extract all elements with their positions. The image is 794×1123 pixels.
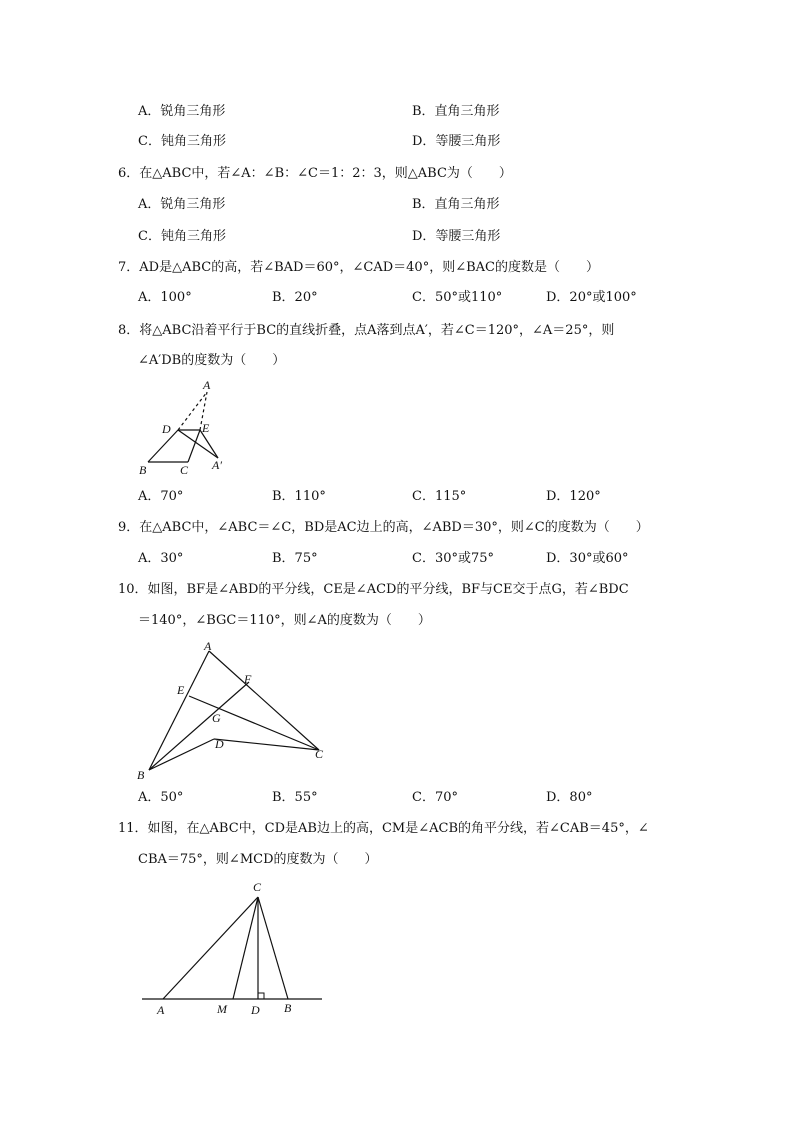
q7-stem: 7．AD是△ABC的高，若∠BAD＝60°，∠CAD＝40°，则∠BAC的度数是（ ）: [118, 260, 599, 275]
q11-label-a: A: [157, 1003, 165, 1017]
q5-option-d: D．等腰三角形: [412, 134, 501, 149]
q11-label-m: M: [217, 1002, 227, 1016]
q8-option-a: A．70°: [138, 489, 184, 504]
q10-option-c: C．70°: [412, 790, 458, 805]
q6-stem: 6．在△ABC中，若∠A：∠B：∠C＝1：2：3，则△ABC为（ ）: [118, 166, 512, 181]
q9-stem: 9．在△ABC中，∠ABC＝∠C，BD是AC边上的高，∠ABD＝30°，则∠C的度数为（ ）: [118, 520, 649, 535]
q11-bisector-cm: [233, 897, 258, 999]
q8-label-a-prime: A′: [212, 458, 222, 472]
q8-stem-line2: ∠A′DB的度数为（ ）: [138, 353, 286, 368]
q6-option-b: B．直角三角形: [412, 197, 500, 212]
q5-option-a: A．锐角三角形: [138, 104, 226, 119]
q9-option-b: B．75°: [272, 551, 318, 566]
q10-label-c: C: [315, 747, 324, 761]
q11-segment-ca: [163, 897, 258, 999]
q8-stem-line1: 8．将△ABC沿着平行于BC的直线折叠，点A落到点A′，若∠C＝120°，∠A＝25°，则: [118, 323, 615, 338]
q10-label-b: B: [137, 768, 145, 782]
q11-label-d: D: [251, 1003, 260, 1017]
q8-label-c: C: [180, 463, 189, 477]
q9-option-d: D．30°或60°: [546, 551, 629, 566]
q9-option-c: C．30°或75°: [412, 551, 495, 566]
q9-option-a: A．30°: [138, 551, 184, 566]
q10-label-g: G: [212, 711, 221, 725]
q6-option-d: D．等腰三角形: [412, 229, 501, 244]
q10-label-e: E: [177, 683, 185, 697]
q10-label-d: D: [215, 737, 224, 751]
q10-stem-line2: ＝140°，∠BGC＝110°，则∠A的度数为（ ）: [138, 613, 431, 628]
q6-option-c: C．钝角三角形: [138, 229, 226, 244]
q7-option-d: D．20°或100°: [546, 290, 637, 305]
q10-option-d: D．80°: [546, 790, 593, 805]
q7-option-a: A．100°: [138, 290, 192, 305]
q11-right-angle-mark: [258, 993, 264, 999]
q11-stem-line2: CBA＝75°，则∠MCD的度数为（ ）: [138, 852, 378, 867]
q8-option-d: D．120°: [546, 489, 601, 504]
q10-label-a: A: [204, 639, 212, 653]
q10-segment-ac: [209, 651, 319, 750]
q10-option-a: A．50°: [138, 790, 184, 805]
q10-segment-bd: [149, 739, 214, 770]
q10-segment-dc: [214, 739, 319, 750]
q10-angle-bisector-figure: [130, 636, 340, 784]
q8-segment-ce: [188, 430, 200, 462]
q10-bisector-bf: [149, 682, 249, 770]
q11-label-b: B: [284, 1001, 292, 1015]
q11-label-c: C: [253, 880, 262, 894]
q8-option-c: C．115°: [412, 489, 467, 504]
q8-label-b: B: [139, 463, 147, 477]
q5-option-c: C．钝角三角形: [138, 134, 226, 149]
q8-option-b: B．110°: [272, 489, 326, 504]
q10-segment-ab: [149, 651, 209, 770]
q7-option-c: C．50°或110°: [412, 290, 503, 305]
q10-option-b: B．55°: [272, 790, 318, 805]
q11-segment-cb: [258, 897, 288, 999]
q7-option-b: B．20°: [272, 290, 318, 305]
q8-label-e: E: [202, 421, 210, 435]
q11-stem-line1: 11．如图，在△ABC中，CD是AB边上的高，CM是∠ACB的角平分线，若∠CAB＝45°，∠: [118, 821, 649, 836]
q8-label-d: D: [162, 422, 171, 436]
q11-altitude-bisector-figure: [135, 876, 330, 1021]
q6-option-a: A．锐角三角形: [138, 197, 226, 212]
q10-stem-line1: 10．如图，BF是∠ABD的平分线，CE是∠ACD的平分线，BF与CE交于点G，若∠BDC: [118, 582, 629, 597]
q8-label-a: A: [203, 378, 211, 392]
q5-option-b: B．直角三角形: [412, 104, 500, 119]
q10-label-f: F: [244, 672, 252, 686]
q8-fold-triangle-figure: [130, 374, 240, 479]
